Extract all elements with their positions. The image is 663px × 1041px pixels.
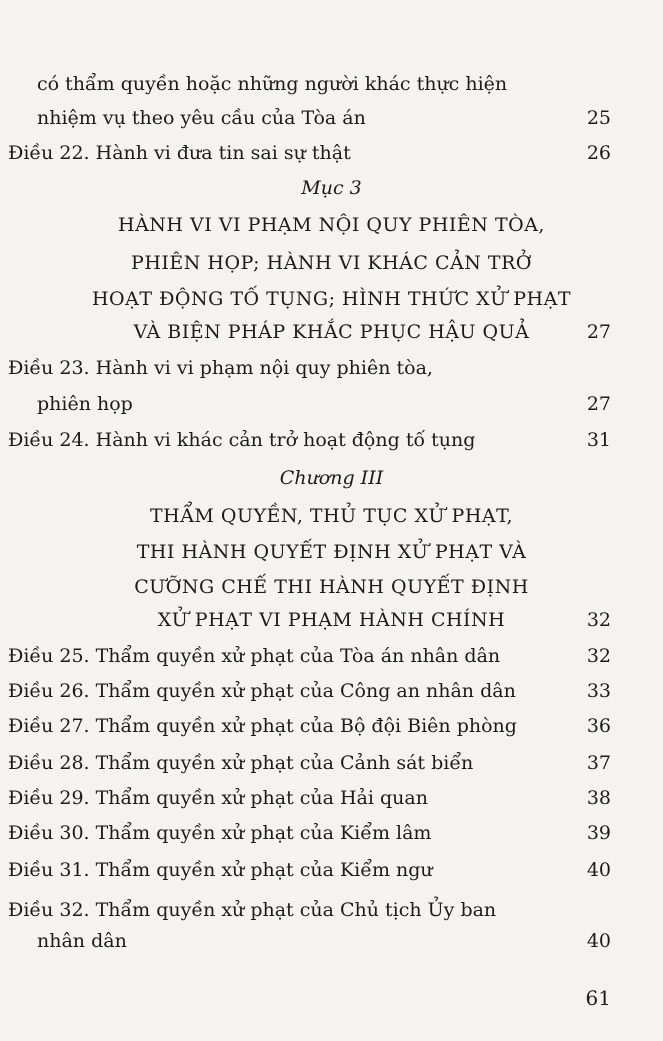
toc-line <box>0 780 663 816</box>
toc-line <box>0 638 663 674</box>
chapter-heading-line <box>0 498 663 534</box>
section-heading-line <box>0 314 663 350</box>
toc-line <box>0 350 663 386</box>
toc-page-number: 40 <box>586 930 611 952</box>
toc-line <box>0 745 663 781</box>
toc-line <box>0 66 663 102</box>
toc-entry-text: VÀ BIỆN PHÁP KHẮC PHỤC HẬU QUẢ <box>133 321 530 343</box>
toc-entry-text: nhiệm vụ theo yêu cầu của Tòa án <box>37 107 366 129</box>
toc-line <box>0 673 663 709</box>
toc-line <box>0 815 663 851</box>
toc-line <box>0 708 663 744</box>
chapter-label <box>0 460 663 496</box>
toc-entry-text: XỬ PHẠT VI PHẠM HÀNH CHÍNH <box>157 609 506 631</box>
section-label <box>0 170 663 206</box>
section-heading-line <box>0 281 663 317</box>
toc-line <box>0 923 663 959</box>
toc-page-number: 26 <box>586 142 611 164</box>
toc-page-number: 27 <box>586 393 611 415</box>
toc-page-number: 36 <box>586 715 611 737</box>
toc-page-number: 40 <box>586 859 611 881</box>
toc-line <box>0 135 663 171</box>
toc-line <box>0 386 663 422</box>
chapter-heading-line <box>0 602 663 638</box>
toc-entry-text: THI HÀNH QUYẾT ĐỊNH XỬ PHẠT VÀ <box>136 541 527 563</box>
toc-entry-text: HÀNH VI VI PHẠM NỘI QUY PHIÊN TÒA, <box>118 214 545 236</box>
toc-page-number: 37 <box>586 752 611 774</box>
toc-entry-text: Điều 30. Thẩm quyền xử phạt của Kiểm lâm <box>8 822 432 844</box>
toc-page-number: 25 <box>586 107 611 129</box>
toc-page-number: 32 <box>586 609 611 631</box>
toc-entry-text: Điều 32. Thẩm quyền xử phạt của Chủ tịch Ủy ban <box>8 899 497 921</box>
toc-page-number: 33 <box>586 680 611 702</box>
toc-entry-text: Điều 24. Hành vi khác cản trở hoạt động tố tụng <box>8 429 476 451</box>
toc-entry-text: Điều 26. Thẩm quyền xử phạt của Công an nhân dân <box>8 680 516 702</box>
toc-line <box>0 852 663 888</box>
section-heading-line <box>0 207 663 243</box>
toc-page-number: 27 <box>586 321 611 343</box>
toc-entry-text: HOẠT ĐỘNG TỐ TỤNG; HÌNH THỨC XỬ PHẠT <box>91 288 572 310</box>
toc-entry-text: Điều 31. Thẩm quyền xử phạt của Kiểm ngư <box>8 859 433 881</box>
toc-entry-text: phiên họp <box>37 393 133 415</box>
chapter-heading-line <box>0 569 663 605</box>
toc-entry-text: Điều 23. Hành vi vi phạm nội quy phiên tòa, <box>8 357 433 379</box>
toc-entry-text: Điều 27. Thẩm quyền xử phạt của Bộ đội Biên phòng <box>8 715 517 737</box>
toc-page-number: 39 <box>586 822 611 844</box>
toc-entry-text: PHIÊN HỌP; HÀNH VI KHÁC CẢN TRỞ <box>131 252 532 274</box>
toc-entry-text: Mục 3 <box>301 177 362 199</box>
toc-entry-text: Điều 22. Hành vi đưa tin sai sự thật <box>8 142 351 164</box>
page-number: 61 <box>585 986 611 1010</box>
toc-line <box>0 422 663 458</box>
toc-page-number: 32 <box>586 645 611 667</box>
chapter-heading-line <box>0 534 663 570</box>
toc-entry-text: THẨM QUYỀN, THỦ TỤC XỬ PHẠT, <box>149 505 514 527</box>
toc-entry-text: Chương III <box>279 467 384 489</box>
toc-page-number: 38 <box>586 787 611 809</box>
toc-entry-text: Điều 29. Thẩm quyền xử phạt của Hải quan <box>8 787 428 809</box>
toc-entry-text: có thẩm quyền hoặc những người khác thực hiện <box>37 73 508 95</box>
toc-line <box>0 100 663 136</box>
toc-entry-text: nhân dân <box>37 930 127 952</box>
toc-entry-text: Điều 25. Thẩm quyền xử phạt của Tòa án nhân dân <box>8 645 501 667</box>
toc-page-number: 31 <box>586 429 611 451</box>
section-heading-line <box>0 245 663 281</box>
toc-entry-text: CƯỠNG CHẾ THI HÀNH QUYẾT ĐỊNH <box>134 576 529 598</box>
toc-entry-text: Điều 28. Thẩm quyền xử phạt của Cảnh sát biển <box>8 752 474 774</box>
